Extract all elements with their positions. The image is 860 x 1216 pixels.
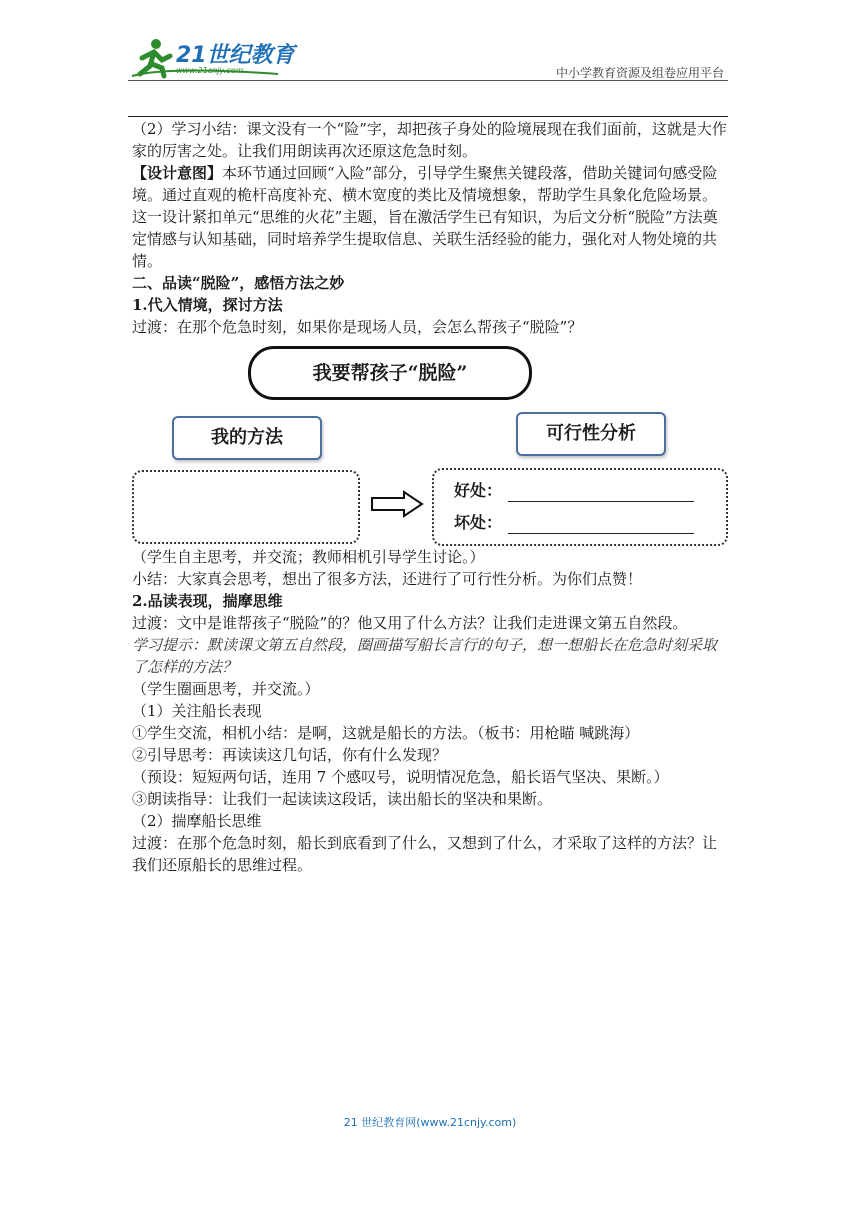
header-divider [128,80,728,81]
logo-url: www.21cnjy.com [176,66,244,75]
logo-text: 21世纪教育 [176,43,295,68]
design-intent [132,162,730,272]
paragraph: ②引导思考：再读读这几句话，你有什么发现？ [132,746,448,764]
paragraph: （学生圈画思考，并交流。） [132,680,320,698]
paragraph: （2）揣摩船长思维 [132,812,262,830]
bad-label: 坏处： [454,513,503,532]
feasibility-label: 可行性分析 [516,412,666,456]
paragraph: （学生自主思考，并交流；教师相机引导学生讨论。） [132,548,485,566]
good-blank [508,485,694,502]
paragraph: ①学生交流，相机小结：是啊，这就是船长的方法。（板书：用枪瞄 喊跳海） [132,724,640,742]
right-arrow-icon [370,490,424,518]
method-diagram [132,340,730,546]
section-heading: 二、品读“脱险”，感悟方法之妙 [132,274,345,292]
paragraph: 过渡：在那个危急时刻，如果你是现场人员，会怎么帮孩子“脱险”？ [132,318,583,336]
footer-link[interactable]: 21 世纪教育网(www.21cnjy.com) [343,1116,517,1129]
design-intent-label: 【设计意图】 [132,164,223,182]
paragraph: 过渡：在那个危急时刻，船长到底看到了什么，又想到了什么，才采取了这样的方法？让我们还原船长的思维过程。 [132,834,718,874]
paragraph: （2）学习小结：课文没有一个“险”字，却把孩子身处的险境展现在我们面前，这就是大作家的厉害之处。让我们用朗读再次还原这危急时刻。 [132,120,727,160]
paragraph: ③朗读指导：让我们一起读读这段话，读出船长的坚决和果断。 [132,790,553,808]
paragraph: 过渡：文中是谁帮孩子“脱险”的？他又用了什么方法？让我们走进课文第五自然段。 [132,614,688,632]
platform-name: 中小学教育资源及组卷应用平台 [555,66,724,80]
good-label: 好处： [454,481,503,500]
diagram-title: 我要帮孩子“脱险” [248,346,532,400]
paragraph: 小结：大家真会思考，想出了很多方法，还进行了可行性分析。为你们点赞！ [132,570,643,588]
paragraph: （预设：短短两句话，连用 7 个感叹号，说明情况危急，船长语气坚决、果断。） [132,768,669,786]
my-method-label: 我的方法 [172,416,322,460]
subsection-heading: 2.品读表现，揣摩思维 [132,592,283,610]
bad-line [454,512,694,534]
learning-tip: 学习提示：默读课文第五自然段，圈画描写船长言行的句子，想一想船长在危急时刻采取了怎样的方法？ [132,636,718,676]
bad-blank [508,517,694,534]
table-top-border [128,116,728,117]
subsection-heading: 1.代入情境，探讨方法 [132,296,283,314]
paragraph: （1）关注船长表现 [132,702,262,720]
good-line [454,480,694,502]
document-body [132,118,730,876]
method-answer-box [132,470,360,544]
design-intent-text: 本环节通过回顾“入险”部分，引导学生聚焦关键段落，借助关键词句感受险境。通过直观的桅杆高度补充、横木宽度的类比及情境想象，帮助学生具象化危险场景。这一设计紧扣单元“思维的火花”主题，旨在激活学生已有知识，为后文分析“脱险”方法奠定情感与认知基础，同时培养学生提取信息、关联生活经验的能力，强化对人物处境的共情。 [132,164,718,270]
